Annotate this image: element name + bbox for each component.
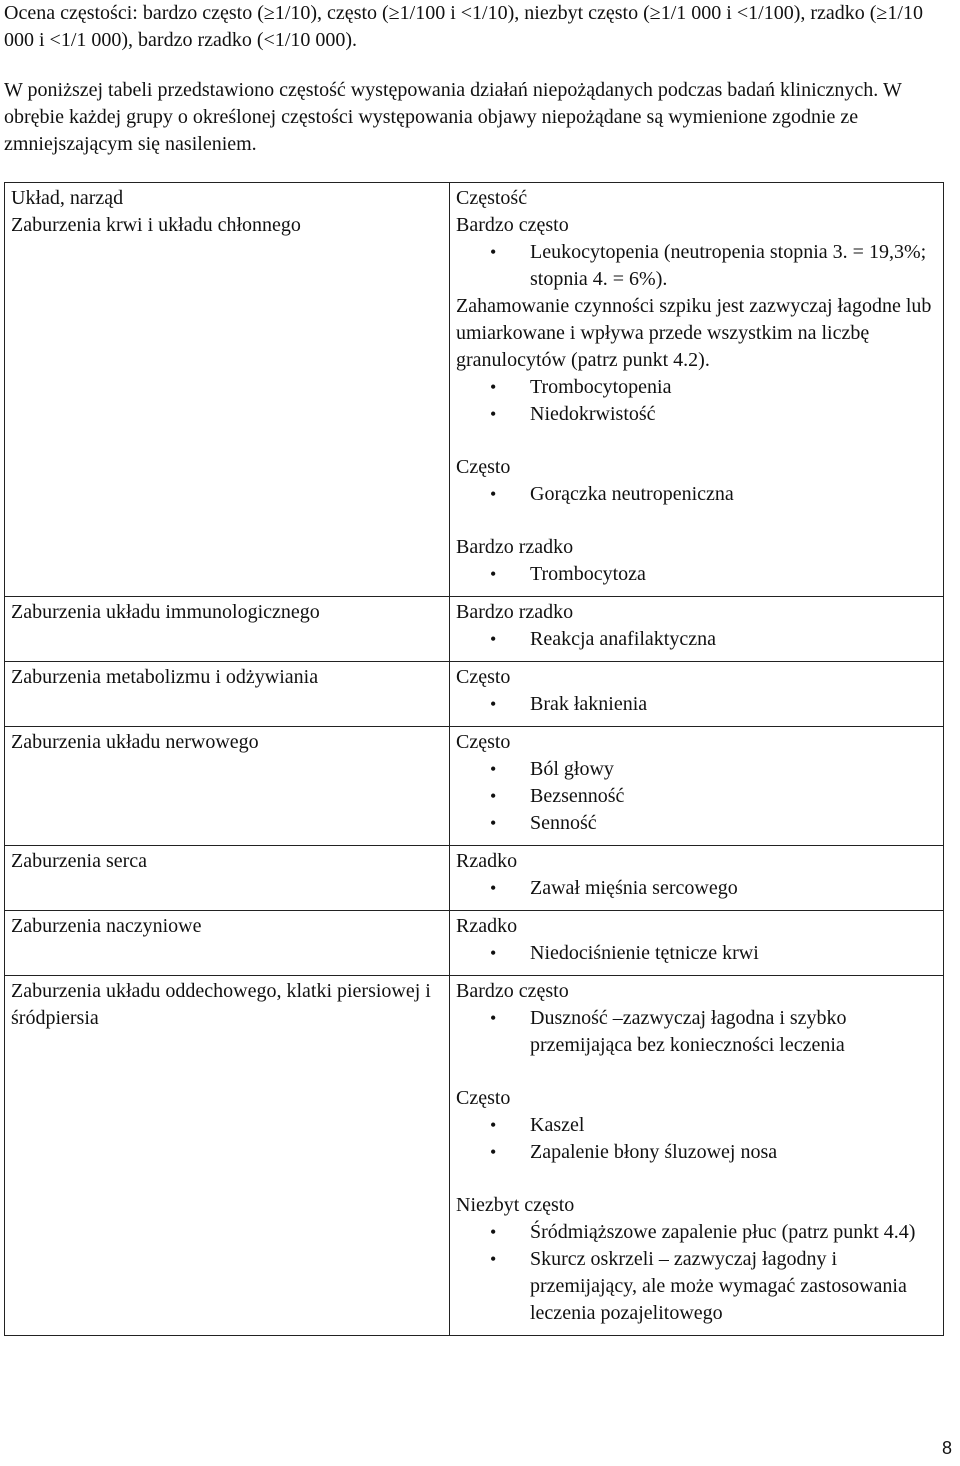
reaction-item: • Brak łaknienia bbox=[456, 691, 937, 718]
frequency-group bbox=[456, 913, 937, 967]
table-header-row bbox=[5, 183, 944, 597]
reaction-list bbox=[456, 374, 937, 428]
frequency-label: Często bbox=[456, 1087, 511, 1109]
frequency-cell bbox=[450, 911, 944, 976]
frequency-cell bbox=[450, 846, 944, 911]
reaction-list bbox=[456, 481, 937, 508]
frequency-group bbox=[456, 978, 937, 1059]
table-intro-paragraph bbox=[4, 77, 944, 158]
header-organ bbox=[5, 183, 450, 597]
frequency-label: Bardzo rzadko bbox=[456, 536, 574, 558]
adverse-reactions-table bbox=[4, 182, 944, 1336]
header-frequency-label: Częstość bbox=[456, 187, 528, 209]
frequency-label: Często bbox=[456, 731, 511, 753]
organ-class: Zaburzenia układu immunologicznego bbox=[5, 597, 450, 662]
frequency-label: Bardzo często bbox=[456, 980, 569, 1002]
frequency-label: Rzadko bbox=[456, 915, 518, 937]
reaction-item: • Niedociśnienie tętnicze krwi bbox=[456, 940, 937, 967]
frequency-cell bbox=[450, 662, 944, 727]
frequency-scale-paragraph: Ocena częstości: bardzo często (≥1/10), często (≥1/100 i <1/10), niezbyt często (≥1/1 000 i <1/100), rzadko (≥1/10 000 i <1/1 000), bardzo rzadko (<1/10 000). bbox=[4, 2, 923, 51]
header-organ-label: Układ, narząd bbox=[11, 187, 124, 209]
frequency-group bbox=[456, 454, 937, 508]
reaction-list bbox=[456, 239, 937, 293]
reaction-list bbox=[456, 1219, 937, 1327]
frequency-cell bbox=[450, 976, 944, 1336]
table-intro-sentence-1: W poniższej tabeli przedstawiono częstość występowania działań niepożądanych podczas badań klinicznych. bbox=[4, 79, 879, 101]
frequency-group bbox=[456, 848, 937, 902]
reaction-list bbox=[456, 626, 937, 653]
organ-class: Zaburzenia układu oddechowego, klatki piersiowej i śródpiersia bbox=[5, 976, 450, 1336]
reaction-item: • Senność bbox=[456, 810, 937, 837]
reaction-note: Zahamowanie czynności szpiku jest zazwyczaj łagodne lub umiarkowane i wpływa przede wszystkim na liczbę granulocytów (patrz punkt 4.2). bbox=[456, 295, 932, 371]
reaction-item: • Kaszel bbox=[456, 1112, 937, 1139]
frequency-cell bbox=[450, 727, 944, 846]
frequency-group bbox=[456, 664, 937, 718]
frequency-label: Rzadko bbox=[456, 850, 518, 872]
reaction-item: • Duszność –zazwyczaj łagodna i szybko przemijająca bez konieczności leczenia bbox=[456, 1005, 937, 1059]
table-intro-sentence-2: W obrębie każdej grupy o określonej częstości występowania objawy niepożądane są wymienione zgodnie ze zmniejszającym się nasileniem. bbox=[4, 79, 902, 155]
frequency-label: Niezbyt często bbox=[456, 1194, 575, 1216]
table-row bbox=[5, 911, 944, 976]
frequency-label: Bardzo często bbox=[456, 214, 569, 236]
reaction-item: • Trombocytoza bbox=[456, 561, 937, 588]
frequency-group bbox=[456, 729, 937, 837]
table-row bbox=[5, 976, 944, 1336]
reaction-item: • Gorączka neutropeniczna bbox=[456, 481, 937, 508]
organ-class: Zaburzenia układu nerwowego bbox=[5, 727, 450, 846]
reaction-item: • Skurcz oskrzeli – zazwyczaj łagodny i przemijający, ale może wymagać zastosowania leczenia pozajelitowego bbox=[456, 1246, 937, 1327]
reaction-list bbox=[456, 756, 937, 837]
frequency-label: Często bbox=[456, 666, 511, 688]
reaction-item: • Leukocytopenia (neutropenia stopnia 3. = 19,3%; stopnia 4. = 6%). bbox=[456, 239, 937, 293]
organ-class: Zaburzenia naczyniowe bbox=[5, 911, 450, 976]
frequency-group bbox=[456, 599, 937, 653]
frequency-label: Bardzo rzadko bbox=[456, 601, 574, 623]
table-row bbox=[5, 662, 944, 727]
header-frequency bbox=[450, 183, 944, 597]
reaction-list bbox=[456, 691, 937, 718]
page-number: 8 bbox=[941, 1438, 952, 1458]
reaction-item: • Ból głowy bbox=[456, 756, 937, 783]
reaction-list bbox=[456, 1005, 937, 1059]
reaction-item: • Śródmiąższowe zapalenie płuc (patrz punkt 4.4) bbox=[456, 1219, 937, 1246]
organ-class: Zaburzenia krwi i układu chłonnego bbox=[11, 214, 301, 236]
table-row bbox=[5, 727, 944, 846]
reaction-list bbox=[456, 875, 937, 902]
frequency-cell bbox=[450, 597, 944, 662]
reaction-item: • Zapalenie błony śluzowej nosa bbox=[456, 1139, 937, 1166]
table-row bbox=[5, 846, 944, 911]
frequency-group bbox=[456, 1192, 937, 1327]
reaction-list bbox=[456, 1112, 937, 1166]
frequency-label: Często bbox=[456, 456, 511, 478]
reaction-list bbox=[456, 561, 937, 588]
reaction-item: • Bezsenność bbox=[456, 783, 937, 810]
reaction-list bbox=[456, 940, 937, 967]
frequency-group bbox=[456, 534, 937, 588]
table-row bbox=[5, 597, 944, 662]
reaction-item: • Trombocytopenia bbox=[456, 374, 937, 401]
reaction-item: • Reakcja anafilaktyczna bbox=[456, 626, 937, 653]
organ-class: Zaburzenia metabolizmu i odżywiania bbox=[5, 662, 450, 727]
reaction-item: • Zawał mięśnia sercowego bbox=[456, 875, 937, 902]
frequency-group bbox=[456, 1085, 937, 1166]
reaction-item: • Niedokrwistość bbox=[456, 401, 937, 428]
frequency-group bbox=[456, 212, 937, 428]
organ-class: Zaburzenia serca bbox=[5, 846, 450, 911]
